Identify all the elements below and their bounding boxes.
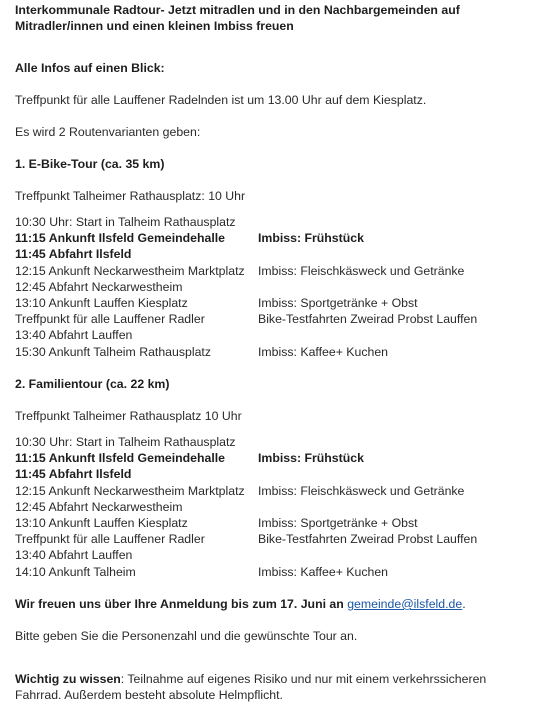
- schedule-time-place: 13:40 Abfahrt Lauffen: [15, 548, 133, 563]
- schedule-time-place: 11:45 Abfahrt Ilsfeld: [15, 247, 132, 262]
- schedule-time-place: Treffpunkt für alle Lauffener Radler: [15, 312, 205, 327]
- schedule-time-place: 13:10 Ankunft Lauffen Kiesplatz: [15, 515, 188, 530]
- notice: [15, 671, 530, 703]
- schedule-note: Imbiss: Frühstück: [258, 451, 364, 466]
- schedule-time-place: 11:15 Ankunft Ilsfeld Gemeindehalle: [15, 451, 226, 466]
- schedule-time-place: Treffpunkt für alle Lauffener Radler: [15, 532, 205, 547]
- schedule-row: [15, 434, 530, 450]
- schedule-note: Imbiss: Sportgetränke + Obst: [258, 515, 418, 530]
- schedule-time-place: 11:45 Abfahrt Ilsfeld: [15, 467, 132, 482]
- schedule-row: [15, 531, 530, 547]
- schedule-row: [15, 263, 530, 279]
- schedule-row: [15, 214, 530, 230]
- route2-meeting: Treffpunkt Talheimer Rathausplatz 10 Uhr: [15, 409, 242, 423]
- schedule-row: [15, 327, 530, 343]
- page-title: Interkommunale Radtour- Jetzt mitradlen und in den Nachbargemeinden auf Mitradler/innen und einen kleinen Imbiss freuen: [15, 3, 460, 34]
- schedule-row: [15, 246, 530, 262]
- route2-heading: 2. Familientour (ca. 22 km): [15, 377, 170, 391]
- route1-schedule: [15, 214, 530, 360]
- overview-heading: Alle Infos auf einen Blick:: [15, 61, 165, 75]
- schedule-row: [15, 279, 530, 295]
- instructions: Bitte geben Sie die Personenzahl und die gewünschte Tour an.: [15, 629, 358, 643]
- registration-line: [15, 596, 530, 612]
- schedule-row: [15, 295, 530, 311]
- schedule-row: [15, 547, 530, 563]
- schedule-row: [15, 564, 530, 580]
- route1-meeting: Treffpunkt Talheimer Rathausplatz: 10 Uhr: [15, 189, 246, 203]
- schedule-note: Bike-Testfahrten Zweirad Probst Lauffen: [258, 532, 478, 547]
- schedule-time-place: 12:45 Abfahrt Neckarwestheim: [15, 279, 183, 294]
- registration-text: Wir freuen uns über Ihre Anmeldung bis zum 17. Juni an: [15, 597, 348, 611]
- schedule-time-place: 12:15 Ankunft Neckarwestheim Marktplatz: [15, 483, 245, 498]
- schedule-note: Imbiss: Kaffee+ Kuchen: [258, 564, 388, 579]
- meeting-intro: Treffpunkt für alle Lauffener Radelnden ist um 13.00 Uhr auf dem Kiesplatz.: [15, 93, 427, 107]
- schedule-row: [15, 311, 530, 327]
- route1-heading: 1. E-Bike-Tour (ca. 35 km): [15, 157, 165, 171]
- schedule-time-place: 12:15 Ankunft Neckarwestheim Marktplatz: [15, 263, 245, 278]
- schedule-time-place: 11:15 Ankunft Ilsfeld Gemeindehalle: [15, 231, 226, 246]
- routes-intro: Es wird 2 Routenvarianten geben:: [15, 125, 201, 139]
- schedule-note: Imbiss: Frühstück: [258, 231, 364, 246]
- email-link[interactable]: gemeinde@ilsfeld.de: [347, 597, 463, 611]
- schedule-row: [15, 450, 530, 466]
- schedule-row: [15, 230, 530, 246]
- schedule-note: Imbiss: Fleischkäsweck und Getränke: [258, 483, 465, 498]
- schedule-time-place: 10:30 Uhr: Start in Talheim Rathausplatz: [15, 435, 236, 449]
- schedule-time-place: 14:10 Ankunft Talheim: [15, 564, 136, 579]
- schedule-note: Imbiss: Kaffee+ Kuchen: [258, 344, 388, 359]
- schedule-note: Bike-Testfahrten Zweirad Probst Lauffen: [258, 312, 478, 327]
- schedule-time-place: 15:30 Ankunft Talheim Rathausplatz: [15, 344, 211, 359]
- schedule-row: [15, 344, 530, 360]
- schedule-time-place: 10:30 Uhr: Start in Talheim Rathausplatz: [15, 215, 236, 229]
- notice-text: : Teilnahme auf eigenes Risiko und nur mit einem verkehrssicheren Fahrrad. Außerdem besteht absolute Helmpflicht.: [15, 672, 487, 703]
- schedule-time-place: 13:40 Abfahrt Lauffen: [15, 328, 133, 343]
- schedule-time-place: 12:45 Abfahrt Neckarwestheim: [15, 499, 183, 514]
- schedule-note: Imbiss: Sportgetränke + Obst: [258, 295, 418, 310]
- schedule-row: [15, 515, 530, 531]
- schedule-row: [15, 466, 530, 482]
- schedule-row: [15, 499, 530, 515]
- notice-label: Wichtig zu wissen: [15, 672, 121, 686]
- route2-schedule: [15, 434, 530, 580]
- schedule-row: [15, 483, 530, 499]
- schedule-time-place: 13:10 Ankunft Lauffen Kiesplatz: [15, 295, 188, 310]
- schedule-note: Imbiss: Fleischkäsweck und Getränke: [258, 263, 465, 278]
- registration-suffix: .: [462, 597, 466, 611]
